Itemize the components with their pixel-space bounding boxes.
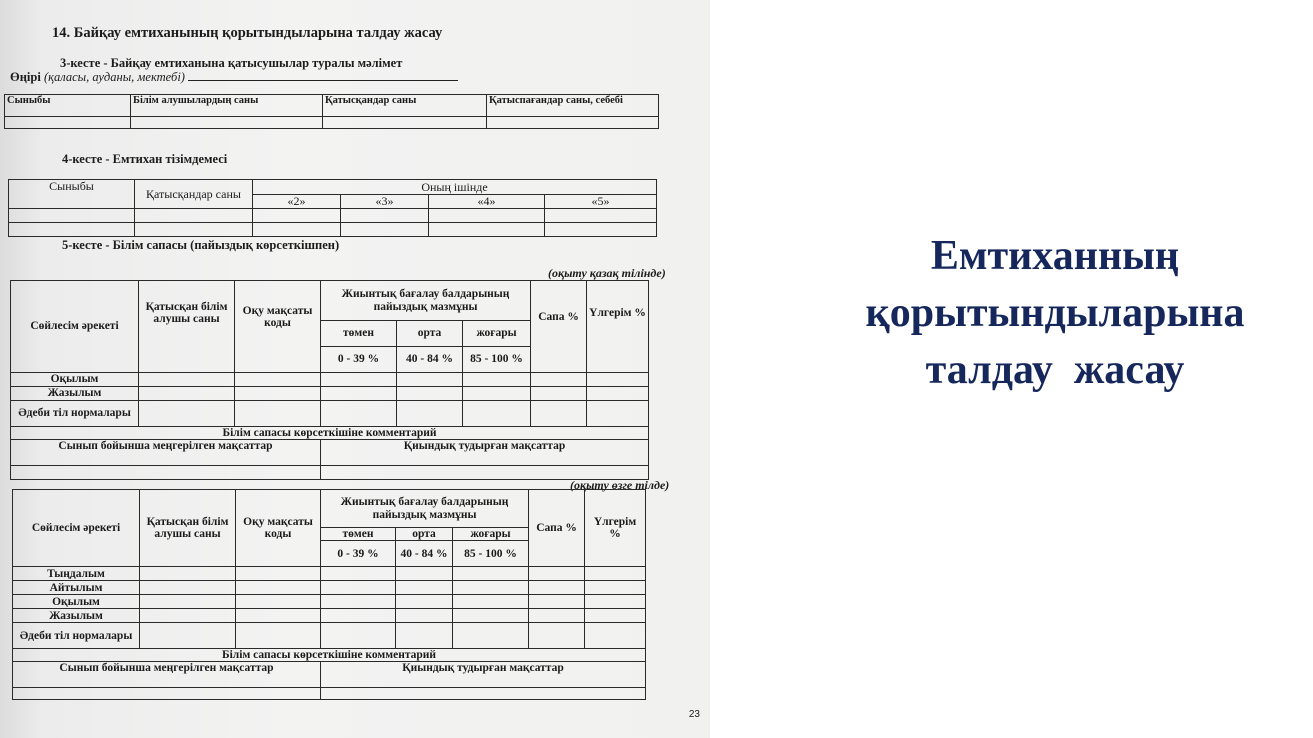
t3-header-absent: Қатыспағандар саны, себебі — [487, 95, 659, 117]
k-header-mid: орта — [397, 321, 463, 347]
t4-grade-2: «2» — [253, 195, 341, 209]
o-value-low: 0 - 39 % — [321, 541, 396, 567]
slide-title — [820, 228, 1290, 399]
o-row-label: Айтылым — [13, 581, 140, 595]
o-header-mid: орта — [396, 528, 453, 541]
t3-header-students: Білім алушылардың саны — [131, 95, 323, 117]
o-header-summative: Жиынтық бағалау балдарының пайыздық мазмұны — [321, 490, 529, 528]
k-header-high: жоғары — [463, 321, 531, 347]
t4-header-participated: Қатысқандар саны — [135, 180, 253, 209]
o-header-activity: Сөйлесім әрекеті — [13, 490, 140, 567]
o-header-objective: Оқу мақсаты коды — [236, 490, 321, 567]
k-comment: Білім сапасы көрсеткішіне комментарий — [11, 427, 649, 440]
region-label: Өңірі — [10, 70, 41, 84]
o-value-high: 85 - 100 % — [453, 541, 529, 567]
k-row-label: Әдеби тіл нормалары — [11, 401, 139, 427]
table5-caption: 5-кесте - Білім сапасы (пайыздық көрсеткішпен) — [62, 238, 340, 252]
o-header-high: жоғары — [453, 528, 529, 541]
slide-title-line: талдау жасау — [925, 347, 1185, 393]
k-header-objective: Оқу мақсаты коды — [235, 281, 321, 373]
table3-caption: 3-кесте - Байқау емтиханына қатысушылар туралы мәлімет — [60, 56, 403, 70]
table-4 — [8, 179, 657, 237]
document-heading: 14. Байқау емтиханының қорытындыларына талдау жасау — [52, 25, 443, 41]
o-difficult: Қиындық тудырған мақсаттар — [321, 662, 646, 688]
table4-caption: 4-кесте - Емтихан тізімдемесі — [62, 152, 228, 166]
k-difficult: Қиындық тудырған мақсаттар — [321, 440, 649, 466]
k-header-success: Үлгерім % — [587, 281, 649, 373]
k-header-students: Қатысқан білім алушы саны — [139, 281, 235, 373]
k-mastered: Сынып бойынша меңгерілген мақсаттар — [11, 440, 321, 466]
k-value-high: 85 - 100 % — [463, 347, 531, 373]
k-value-low: 0 - 39 % — [321, 347, 397, 373]
o-value-mid: 40 - 84 % — [396, 541, 453, 567]
table-3 — [4, 94, 659, 129]
t4-header-of-which: Оның ішінде — [253, 180, 657, 195]
table-5-other — [12, 489, 646, 700]
other-lang-note: (оқыту өзге тілде) — [570, 478, 670, 492]
t3-header-class: Сыныбы — [5, 95, 131, 117]
o-row-label: Жазылым — [13, 609, 140, 623]
k-header-activity: Сөйлесім әрекеті — [11, 281, 139, 373]
page-number: 23 — [688, 709, 700, 720]
region-line — [10, 70, 458, 85]
o-header-students: Қатысқан білім алушы саны — [140, 490, 236, 567]
t4-grade-4: «4» — [429, 195, 545, 209]
kazakh-lang-note: (оқыту қазақ тілінде) — [548, 266, 666, 280]
table-5-kazakh — [10, 280, 649, 480]
region-underline — [188, 80, 458, 81]
t4-header-class: Сыныбы — [9, 180, 135, 209]
o-header-low: төмен — [321, 528, 396, 541]
o-mastered: Сынып бойынша меңгерілген мақсаттар — [13, 662, 321, 688]
o-comment: Білім сапасы көрсеткішіне комментарий — [13, 649, 646, 662]
o-header-quality: Сапа % — [529, 490, 585, 567]
k-header-low: төмен — [321, 321, 397, 347]
slide-title-line: қорытындыларына — [865, 290, 1245, 336]
k-row-label: Жазылым — [11, 387, 139, 401]
region-hint: (қаласы, ауданы, мектебі) — [43, 70, 185, 84]
o-header-success: Үлгерім % — [585, 490, 646, 567]
t3-header-participated: Қатысқандар саны — [323, 95, 487, 117]
k-row-label: Оқылым — [11, 373, 139, 387]
o-row-label: Оқылым — [13, 595, 140, 609]
t4-grade-5: «5» — [545, 195, 657, 209]
o-row-label: Әдеби тіл нормалары — [13, 623, 140, 649]
k-header-quality: Сапа % — [531, 281, 587, 373]
slide-title-line: Емтиханның — [930, 233, 1180, 279]
t4-grade-3: «3» — [341, 195, 429, 209]
k-header-summative: Жиынтық бағалау балдарының пайыздық мазмұны — [321, 281, 531, 321]
k-value-mid: 40 - 84 % — [397, 347, 463, 373]
o-row-label: Тыңдалым — [13, 567, 140, 581]
